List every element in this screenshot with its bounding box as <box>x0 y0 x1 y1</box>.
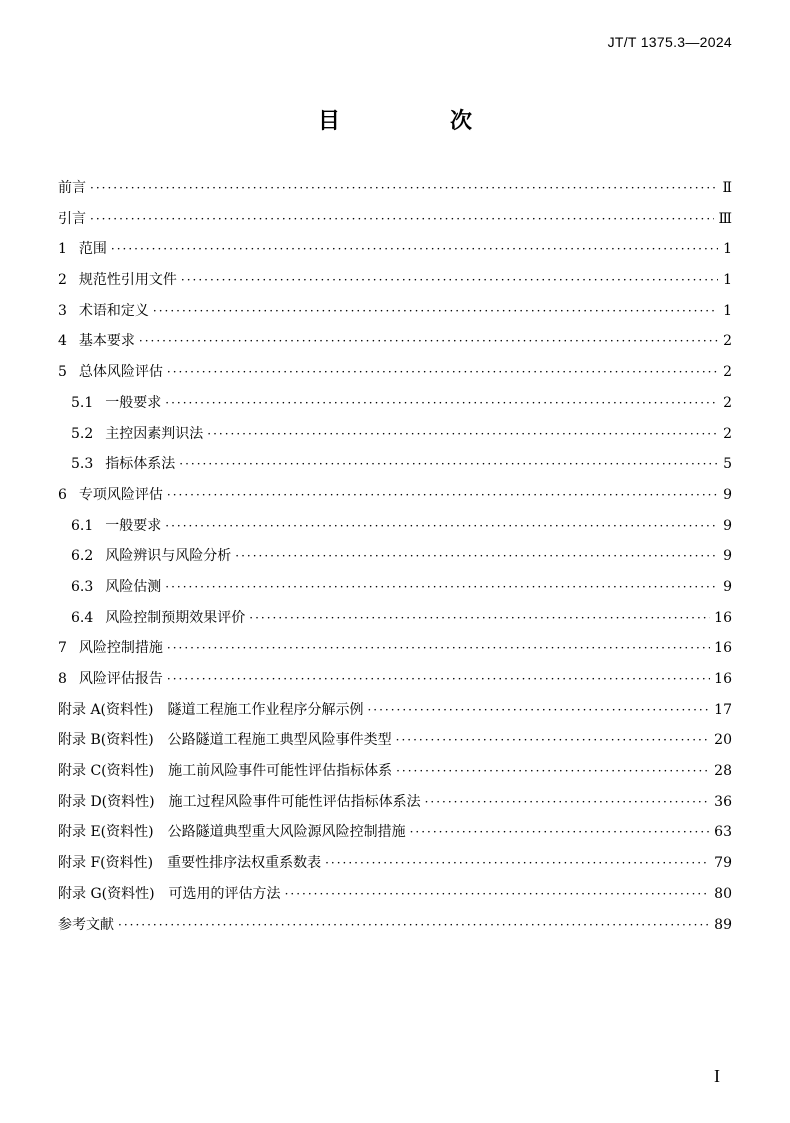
toc-leader-dots <box>118 910 710 941</box>
toc-leader-dots <box>90 204 714 235</box>
page-number: I <box>714 1066 720 1086</box>
toc-leader-dots <box>396 756 710 787</box>
toc-entry-page: 2 <box>723 333 732 350</box>
toc-entry-page: 1 <box>723 272 732 289</box>
toc-leader-dots <box>181 265 718 296</box>
toc-entry[interactable] <box>58 817 732 848</box>
standard-code: JT/T 1375.3—2024 <box>607 34 732 50</box>
toc-entry[interactable] <box>58 173 732 204</box>
toc-entry-page: 63 <box>714 824 732 841</box>
toc-entry[interactable] <box>58 511 732 542</box>
toc-entry-title: 风险控制措施 <box>78 640 163 657</box>
toc-entry-number: 6 <box>58 486 67 503</box>
toc-entry-number: 5.3 <box>71 456 94 473</box>
toc-entry[interactable] <box>58 848 732 879</box>
toc-entry[interactable] <box>58 572 732 603</box>
toc-entry-title: 附录 F(资料性) 重要性排序法权重系数表 <box>58 855 322 872</box>
toc-entry[interactable] <box>58 633 732 664</box>
toc-entry[interactable] <box>58 419 732 450</box>
toc-entry-title: 附录 D(资料性) 施工过程风险事件可能性评估指标体系法 <box>58 793 421 810</box>
toc-entry[interactable] <box>58 449 732 480</box>
toc-leader-dots <box>165 572 718 603</box>
toc-entry-title: 专项风险评估 <box>78 486 163 503</box>
toc-entry-number: 5 <box>58 364 67 381</box>
toc-entry-page: Ⅲ <box>718 210 732 227</box>
toc-entry-number: 8 <box>58 671 67 687</box>
toc-entry-number: 5.2 <box>71 425 94 442</box>
toc-leader-dots <box>410 817 711 848</box>
toc-leader-dots <box>285 879 711 910</box>
toc-leader-dots <box>165 511 718 542</box>
page-title: 目 次 <box>317 109 516 134</box>
toc-leader-dots <box>111 234 718 265</box>
toc-entry-page: 5 <box>723 456 732 473</box>
toc-entry-number: 6.1 <box>71 517 94 534</box>
toc-entry[interactable] <box>58 326 732 357</box>
toc-entry-number: 4 <box>58 333 67 350</box>
toc-leader-dots <box>167 664 710 695</box>
toc-entry-number: 6.2 <box>71 548 94 565</box>
toc-leader-dots <box>90 173 718 204</box>
toc-entry-title: 术语和定义 <box>78 302 149 319</box>
toc-entry-title: 风险控制预期效果评价 <box>105 609 246 626</box>
toc-entry[interactable] <box>58 296 732 327</box>
toc-entry[interactable] <box>58 204 732 235</box>
toc-leader-dots <box>179 449 718 480</box>
toc-entry-page: 16 <box>714 671 732 687</box>
toc-entry-page: 2 <box>723 364 732 381</box>
toc-entry-title: 指标体系法 <box>105 456 176 473</box>
toc-entry-page: 9 <box>723 578 732 595</box>
toc-entry-title: 引言 <box>58 210 86 227</box>
toc-entry-title: 主控因素判识法 <box>105 425 204 442</box>
toc-entry[interactable] <box>58 265 732 296</box>
toc-entry-page: 28 <box>714 763 732 780</box>
toc-entry-page: 1 <box>723 241 732 258</box>
toc-entry-page: 16 <box>714 609 732 626</box>
toc-leader-dots <box>207 419 718 450</box>
toc-leader-dots <box>153 296 718 327</box>
toc-entry-title: 附录 B(资料性) 公路隧道工程施工典型风险事件类型 <box>58 732 392 749</box>
toc-entry-title: 附录 E(资料性) 公路隧道典型重大风险源风险控制措施 <box>58 824 406 841</box>
toc-leader-dots <box>367 695 710 726</box>
toc-leader-dots <box>167 480 718 511</box>
toc-entry-page: 1 <box>723 302 732 319</box>
toc-entry-title: 附录 A(资料性) 隧道工程施工作业程序分解示例 <box>58 701 364 718</box>
toc-leader-dots <box>167 357 718 388</box>
toc-leader-dots <box>167 633 710 664</box>
toc-entry-title: 参考文献 <box>58 916 114 933</box>
toc-entry-page: 79 <box>714 855 732 872</box>
toc-entry-page: 36 <box>714 793 732 810</box>
toc-leader-dots <box>325 848 710 879</box>
toc-entry-page: 2 <box>723 394 732 411</box>
toc-entry-title: 基本要求 <box>78 333 135 350</box>
toc-entry[interactable] <box>58 695 732 726</box>
toc-entry-title: 一般要求 <box>105 394 162 411</box>
toc-leader-dots <box>235 541 718 572</box>
toc-leader-dots <box>396 725 711 756</box>
toc-entry-title: 规范性引用文件 <box>78 272 177 289</box>
toc-entry[interactable] <box>58 480 732 511</box>
toc-entry-page: 9 <box>723 517 732 534</box>
toc-entry-number: 5.1 <box>71 394 94 411</box>
toc-entry[interactable] <box>58 879 732 910</box>
toc-entry[interactable] <box>58 541 732 572</box>
toc-entry-page: 89 <box>714 916 732 933</box>
toc-entry-page: 80 <box>714 885 732 902</box>
toc-entry-number: 6.4 <box>71 609 94 626</box>
toc-entry-number: 3 <box>58 302 67 319</box>
toc-entry-title: 范围 <box>78 241 107 258</box>
toc-entry-page: Ⅱ <box>722 180 732 196</box>
toc-leader-dots <box>139 326 718 357</box>
toc-entry-title: 风险估测 <box>105 578 162 595</box>
toc-entry-title: 附录 C(资料性) 施工前风险事件可能性评估指标体系 <box>58 763 393 780</box>
toc-entry-title: 一般要求 <box>105 517 162 534</box>
toc-entry[interactable] <box>58 234 732 265</box>
toc-leader-dots <box>425 787 711 818</box>
toc-entry[interactable] <box>58 787 732 818</box>
toc-entry-number: 1 <box>58 241 67 258</box>
toc-entry-page: 17 <box>714 701 732 718</box>
toc-entry[interactable] <box>58 756 732 787</box>
toc-entry-number: 7 <box>58 640 67 657</box>
toc-entry[interactable] <box>58 910 732 941</box>
toc-entry-number: 6.3 <box>71 578 94 595</box>
toc-entry-title: 前言 <box>58 180 86 196</box>
toc-entry-title: 风险评估报告 <box>78 671 163 687</box>
toc-entry-title: 总体风险评估 <box>78 364 163 381</box>
toc-leader-dots <box>165 388 718 419</box>
toc-entry[interactable] <box>58 725 732 756</box>
toc-entry[interactable] <box>58 388 732 419</box>
toc-entry-page: 9 <box>723 486 732 503</box>
table-of-contents <box>58 173 732 940</box>
toc-entry-number: 2 <box>58 272 67 289</box>
toc-entry-page: 9 <box>723 548 732 565</box>
toc-entry[interactable] <box>58 603 732 634</box>
toc-entry-page: 16 <box>714 640 732 657</box>
toc-entry-page: 2 <box>723 425 732 442</box>
toc-entry-page: 20 <box>714 732 732 749</box>
toc-entry-title: 附录 G(资料性) 可选用的评估方法 <box>58 885 281 902</box>
toc-entry[interactable] <box>58 664 732 695</box>
toc-entry-title: 风险辨识与风险分析 <box>105 548 232 565</box>
toc-leader-dots <box>249 603 710 634</box>
toc-entry[interactable] <box>58 357 732 388</box>
